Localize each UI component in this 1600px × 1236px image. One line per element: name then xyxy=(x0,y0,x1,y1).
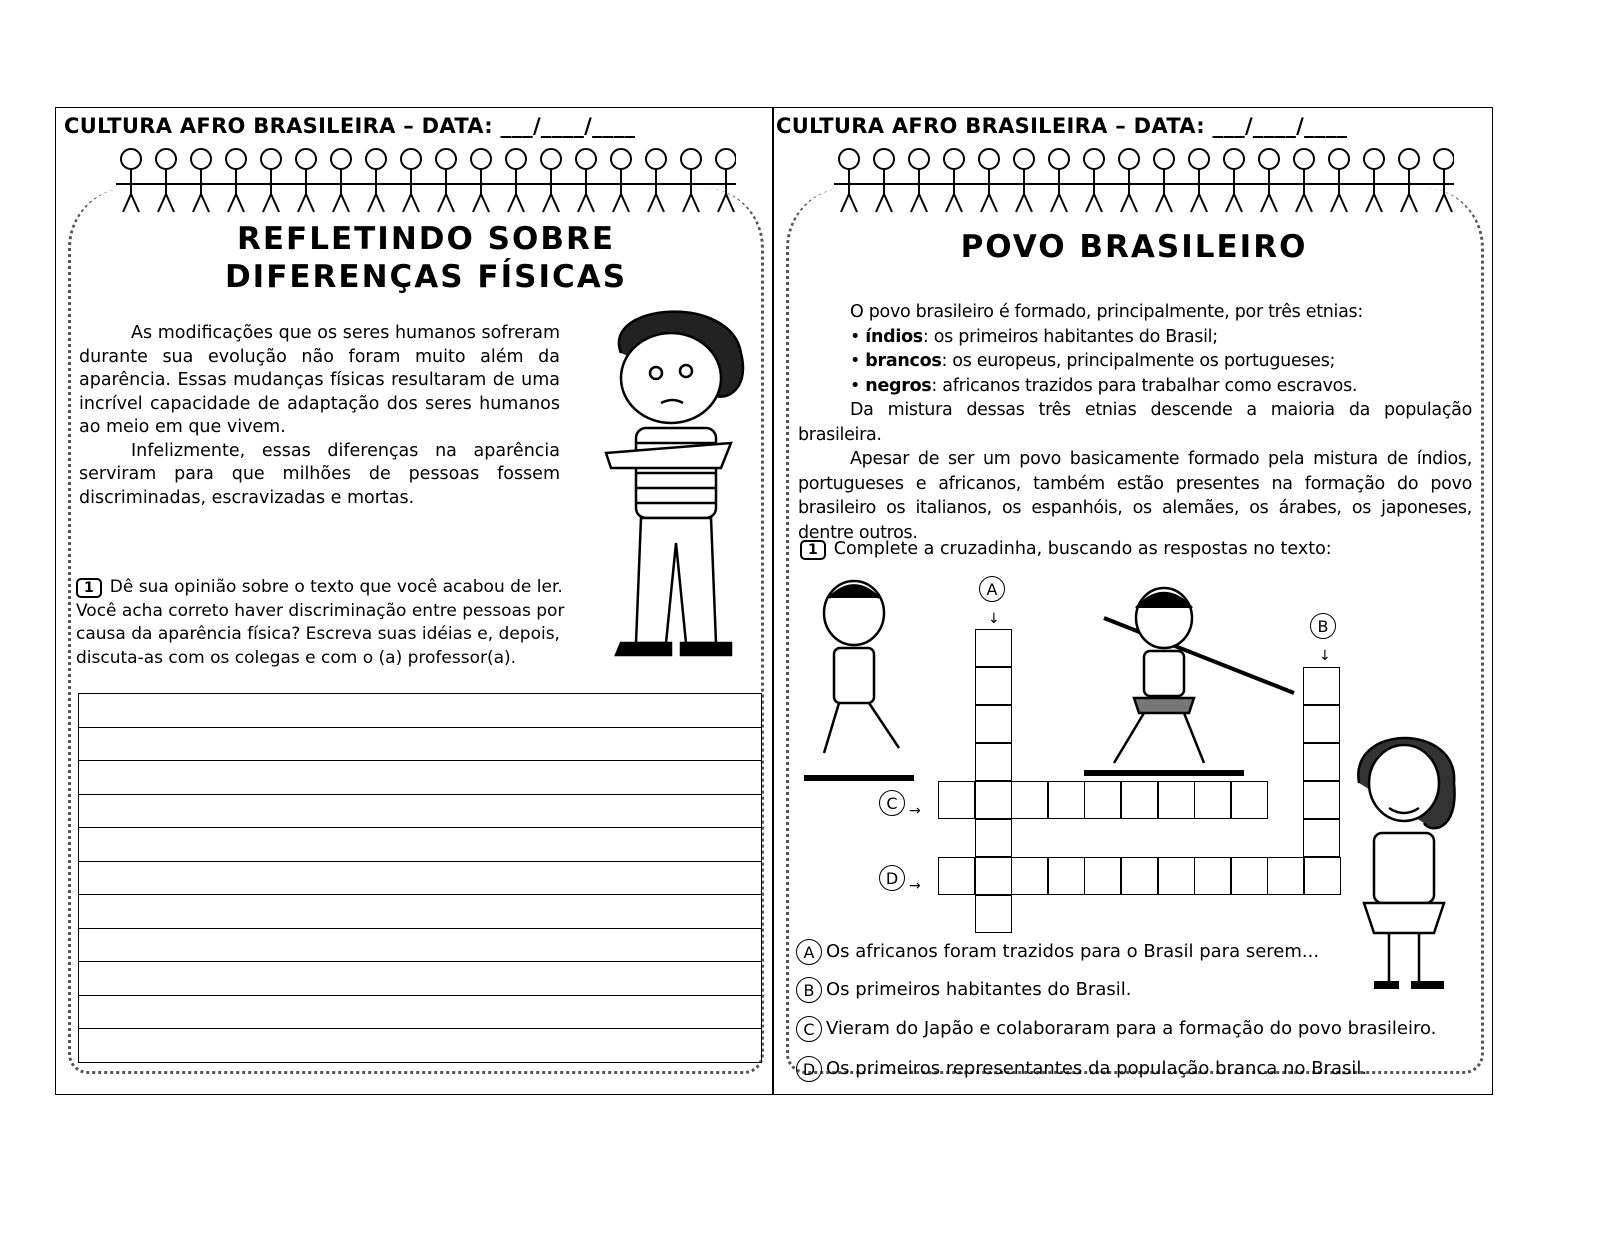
question-1 xyxy=(76,576,586,670)
crossword-cell[interactable] xyxy=(1303,667,1340,705)
crossword-cell[interactable] xyxy=(1121,781,1158,819)
clue-b xyxy=(796,977,1131,1003)
question-text: Complete a cruzadinha, buscando as respostas no texto: xyxy=(833,539,1332,559)
crossword-cell[interactable] xyxy=(1304,857,1341,895)
crossword-cell[interactable] xyxy=(975,895,1012,933)
paragraph-1: As modificações que os seres humanos sofreram durante sua evolução não foram muito além da aparência. Essas mudanças físicas resultaram de uma incrível capacidade de adaptação dos seres humanos ao meio em que vivem. xyxy=(79,323,560,437)
answer-lines[interactable] xyxy=(78,693,762,1063)
crossword-cell[interactable] xyxy=(975,781,1012,819)
paragraph-2: Da mistura dessas três etnias descende a maioria da população brasileira. xyxy=(798,400,1472,445)
crossword-cell[interactable] xyxy=(1158,857,1195,895)
crossword-cell[interactable] xyxy=(1121,857,1158,895)
answer-line[interactable] xyxy=(79,728,761,762)
left-worksheet xyxy=(55,107,773,1095)
answer-line[interactable] xyxy=(79,996,761,1030)
clue-text: Os africanos foram trazidos para o Brasil para serem... xyxy=(826,941,1320,962)
clue-d xyxy=(796,1056,1367,1082)
answer-line[interactable] xyxy=(79,1029,761,1063)
title-line-1: REFLETINDO SOBRE xyxy=(236,221,615,257)
bullet-item: • negros: africanos trazidos para trabalhar como escravos. xyxy=(850,375,1358,396)
crossword-cell[interactable] xyxy=(1158,781,1195,819)
page-title: POVO BRASILEIRO xyxy=(960,229,1308,265)
paragraph-2: Infelizmente, essas diferenças na aparência serviram para que milhões de pessoas fossem discriminadas, escravizadas e mortas. xyxy=(79,440,560,508)
answer-line[interactable] xyxy=(79,795,761,829)
crossword-cell[interactable] xyxy=(1011,781,1048,819)
bullet-item: • índios: os primeiros habitantes do Brasil; xyxy=(850,326,1218,347)
crossword-cell[interactable] xyxy=(1194,857,1231,895)
title-line-2: DIFERENÇAS FÍSICAS xyxy=(224,259,628,295)
answer-line[interactable] xyxy=(79,929,761,963)
crossword-label: A xyxy=(979,576,1005,602)
answer-line[interactable] xyxy=(79,828,761,862)
running-boy-illustration xyxy=(804,573,924,783)
crossword-cell[interactable] xyxy=(1303,781,1340,819)
clue-label: A xyxy=(796,939,822,965)
clue-text: Os primeiros habitantes do Brasil. xyxy=(826,979,1132,1000)
crossword-cell[interactable] xyxy=(1084,781,1121,819)
bullet-item: • brancos: os europeus, principalmente os portugueses; xyxy=(850,351,1336,371)
indigenous-child-spear-illustration xyxy=(1074,573,1304,783)
arrow-icon: → xyxy=(909,878,921,894)
clue-c xyxy=(796,1016,1436,1042)
answer-line[interactable] xyxy=(79,895,761,929)
crossword-cell[interactable] xyxy=(1231,781,1268,819)
left-header: CULTURA AFRO BRASILEIRA – DATA: ___/____/____ xyxy=(64,114,636,138)
crossword-cell[interactable] xyxy=(1303,743,1340,781)
answer-line[interactable] xyxy=(79,761,761,795)
crossword-cell[interactable] xyxy=(1084,857,1121,895)
crossword-cell[interactable] xyxy=(1303,819,1340,857)
clue-text: Os primeiros representantes da população branca no Brasil. xyxy=(826,1058,1368,1079)
clue-text: Vieram do Japão e colaboraram para a formação do povo brasileiro. xyxy=(826,1018,1437,1039)
crossword-cell[interactable] xyxy=(938,857,975,895)
crossword-cell[interactable] xyxy=(1231,857,1268,895)
crossword-label: D xyxy=(879,865,905,891)
arrow-icon: → xyxy=(909,803,921,819)
crossword-cell[interactable] xyxy=(1303,705,1340,743)
arrow-icon: ↓ xyxy=(988,611,1000,627)
crossword-cell[interactable] xyxy=(975,743,1012,781)
crossword-cell[interactable] xyxy=(975,705,1012,743)
crossword-cell[interactable] xyxy=(975,819,1012,857)
arrow-icon: ↓ xyxy=(1319,648,1331,664)
paragraph-3: Apesar de ser um povo basicamente formado pela mistura de índios, portugueses e africanos, também estão presentes na formação do povo brasileiro os italianos, os espanhóis, os alemães, os árabes, os japoneses, dentre outros. xyxy=(798,449,1472,543)
crossword-cell[interactable] xyxy=(975,629,1012,667)
crossword-cell[interactable] xyxy=(938,781,975,819)
crossword-cell[interactable] xyxy=(975,667,1012,705)
right-worksheet xyxy=(773,107,1493,1095)
answer-line[interactable] xyxy=(79,962,761,996)
answer-line[interactable] xyxy=(79,694,761,728)
clue-a xyxy=(796,939,1319,965)
boy-crossed-arms-illustration xyxy=(581,293,761,668)
clue-label: D xyxy=(796,1056,822,1082)
crossword-cell[interactable] xyxy=(1267,857,1304,895)
question-text: Dê sua opinião sobre o texto que você acabou de ler. Você acha correto haver discriminação entre pessoas por causa da aparência física? Escreva suas idéias e, depois, discuta-as com os colegas e com o (a) professor(a). xyxy=(76,577,565,668)
crossword-cell[interactable] xyxy=(1048,781,1085,819)
curly-hair-girl-illustration xyxy=(1349,723,1464,998)
question-number-badge: 1 xyxy=(76,578,102,598)
clue-label: B xyxy=(796,977,822,1003)
crossword-cell[interactable] xyxy=(1048,857,1085,895)
crossword-cell[interactable] xyxy=(975,857,1012,895)
question-number-badge: 1 xyxy=(800,540,826,560)
page-title xyxy=(216,220,636,296)
question-1 xyxy=(800,538,1332,562)
clue-label: C xyxy=(796,1016,822,1042)
crossword-cell[interactable] xyxy=(1011,857,1048,895)
intro-text: O povo brasileiro é formado, principalmente, por três etnias: xyxy=(850,302,1363,322)
answer-line[interactable] xyxy=(79,862,761,896)
right-header: CULTURA AFRO BRASILEIRA – DATA: ___/____/____ xyxy=(776,114,1348,138)
crossword-cell[interactable] xyxy=(1194,781,1231,819)
crossword-label: C xyxy=(879,790,905,816)
crossword-label: B xyxy=(1310,613,1336,639)
